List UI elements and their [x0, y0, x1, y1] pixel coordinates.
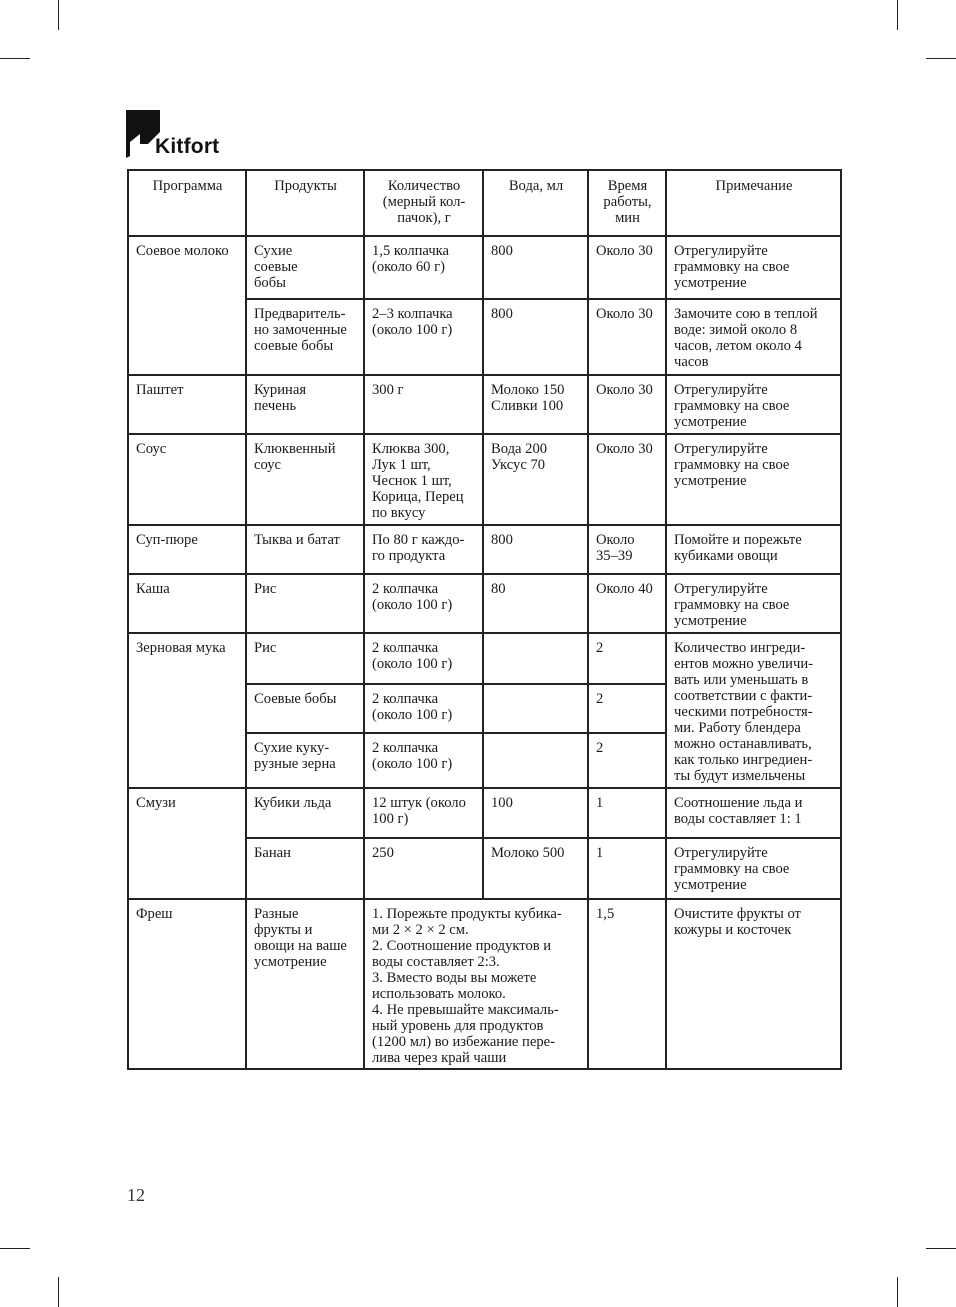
- cell-water: [483, 633, 588, 684]
- cell-product: Тыква и батат: [246, 525, 364, 574]
- cell-amount: 12 штук (около 100 г): [364, 788, 483, 838]
- brand-logo: [126, 110, 236, 160]
- cell-time: 1: [588, 788, 666, 838]
- cell-program: Соус: [128, 434, 246, 525]
- cell-water: 800: [483, 236, 588, 299]
- cell-product: Клюквенный соус: [246, 434, 364, 525]
- cell-note: Отрегулируйте граммовку на свое усмотрение: [666, 375, 841, 434]
- table-row: [128, 633, 841, 684]
- cell-note: Отрегулируйте граммовку на свое усмотрение: [666, 838, 841, 899]
- cell-water: 100: [483, 788, 588, 838]
- cell-time: 2: [588, 633, 666, 684]
- cell-product: Разные фрукты и овощи на ваше усмотрение: [246, 899, 364, 1069]
- cell-note: Количество ингреди- ентов можно увеличи- вать или уменьшать в соответствии с факти- ческими потребностя- ми. Работу блендера можно останавливать, как только ингредиен- ты будут измельчены: [666, 633, 841, 788]
- cell-program: Соевое молоко: [128, 236, 246, 375]
- cell-amount: 250: [364, 838, 483, 899]
- cell-program: Каша: [128, 574, 246, 633]
- cell-water: 800: [483, 299, 588, 375]
- cell-time: Около 30: [588, 434, 666, 525]
- cell-product: Соевые бобы: [246, 684, 364, 733]
- cell-amount: Клюква 300, Лук 1 шт, Чеснок 1 шт, Корица, Перец по вкусу: [364, 434, 483, 525]
- cell-water: Молоко 500: [483, 838, 588, 899]
- cell-time: 2: [588, 684, 666, 733]
- page-number: 12: [127, 1185, 145, 1205]
- cell-program: Смузи: [128, 788, 246, 899]
- crop-mark: [0, 1248, 30, 1249]
- cell-note: Отрегулируйте граммовку на свое усмотрение: [666, 574, 841, 633]
- header-products: Продукты: [246, 170, 364, 236]
- cell-note: Отрегулируйте граммовку на свое усмотрение: [666, 434, 841, 525]
- table-row: [128, 525, 841, 574]
- cell-time: Около 30: [588, 236, 666, 299]
- cell-note: Помойте и порежьте кубиками овощи: [666, 525, 841, 574]
- cell-time: 1,5: [588, 899, 666, 1069]
- table-row: [128, 899, 841, 1069]
- cell-amount: По 80 г каждо- го продукта: [364, 525, 483, 574]
- cell-program: Фреш: [128, 899, 246, 1069]
- cell-water: 80: [483, 574, 588, 633]
- table-row: [128, 434, 841, 525]
- cell-amount: 2 колпачка (около 100 г): [364, 574, 483, 633]
- cell-instructions: 1. Порежьте продукты кубика- ми 2 × 2 × 2 см. 2. Соотношение продуктов и воды составляет 2:3. 3. Вместо воды вы можете использовать молоко. 4. Не превышайте максималь- ный уровень для продуктов (1200 мл) во избежание пере- лива через край чаши: [364, 899, 588, 1069]
- cell-amount: 2 колпачка (около 100 г): [364, 733, 483, 788]
- crop-mark: [897, 1277, 898, 1307]
- brand-name: Kitfort: [155, 135, 220, 158]
- cell-program: Паштет: [128, 375, 246, 434]
- program-table: [127, 169, 842, 1070]
- cell-note: Очистите фрукты от кожуры и косточек: [666, 899, 841, 1069]
- cell-program: Зерновая мука: [128, 633, 246, 788]
- crop-mark: [897, 0, 898, 30]
- header-water: Вода, мл: [483, 170, 588, 236]
- cell-time: 2: [588, 733, 666, 788]
- cell-program: Суп-пюре: [128, 525, 246, 574]
- cell-time: Около 35–39: [588, 525, 666, 574]
- cell-product: Сухие соевые бобы: [246, 236, 364, 299]
- table-row: [128, 236, 841, 299]
- cell-amount: 2 колпачка (около 100 г): [364, 684, 483, 733]
- cell-water: [483, 684, 588, 733]
- header-program: Программа: [128, 170, 246, 236]
- cell-note: Отрегулируйте граммовку на свое усмотрение: [666, 236, 841, 299]
- crop-mark: [926, 58, 956, 59]
- crop-mark: [58, 0, 59, 30]
- header-time: Время работы, мин: [588, 170, 666, 236]
- cell-amount: 2 колпачка (около 100 г): [364, 633, 483, 684]
- table-row: [128, 375, 841, 434]
- cell-water: 800: [483, 525, 588, 574]
- cell-product: Рис: [246, 633, 364, 684]
- cell-amount: 300 г: [364, 375, 483, 434]
- table-row: [128, 574, 841, 633]
- cell-water: [483, 733, 588, 788]
- header-amount: Количество (мерный кол- пачок), г: [364, 170, 483, 236]
- cell-amount: 2–3 колпачка (около 100 г): [364, 299, 483, 375]
- table-header-row: [128, 170, 841, 236]
- cell-product: Кубики льда: [246, 788, 364, 838]
- cell-time: Около 30: [588, 375, 666, 434]
- header-note: Примечание: [666, 170, 841, 236]
- crop-mark: [926, 1248, 956, 1249]
- table-row: [128, 788, 841, 838]
- crop-mark: [58, 1277, 59, 1307]
- cell-amount: 1,5 колпачка (около 60 г): [364, 236, 483, 299]
- cell-product: Рис: [246, 574, 364, 633]
- cell-note: Соотношение льда и воды составляет 1: 1: [666, 788, 841, 838]
- cell-water: Молоко 150 Сливки 100: [483, 375, 588, 434]
- cell-product: Банан: [246, 838, 364, 899]
- cell-product: Куриная печень: [246, 375, 364, 434]
- cell-water: Вода 200 Уксус 70: [483, 434, 588, 525]
- cell-note: Замочите сою в теплой воде: зимой около 8 часов, летом около 4 часов: [666, 299, 841, 375]
- cell-time: 1: [588, 838, 666, 899]
- cell-time: Около 30: [588, 299, 666, 375]
- crop-mark: [0, 58, 30, 59]
- cell-product: Сухие куку- рузные зерна: [246, 733, 364, 788]
- cell-time: Около 40: [588, 574, 666, 633]
- cell-product: Предваритель- но замоченные соевые бобы: [246, 299, 364, 375]
